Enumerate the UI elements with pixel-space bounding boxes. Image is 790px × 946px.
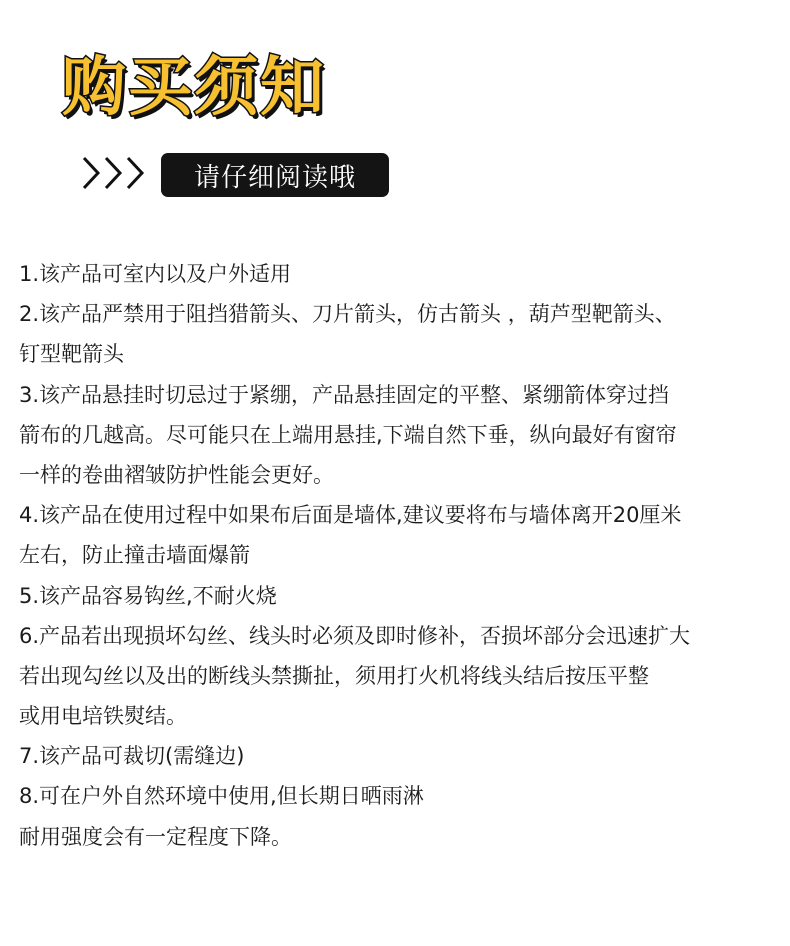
subtitle-text: 请仔细阅读哦 xyxy=(193,162,356,193)
note-line: 钉型靶箭头 xyxy=(19,342,124,367)
note-line: 4.该产品在使用过程中如果布后面是墙体,建议要将布与墙体离开20厘米 xyxy=(19,503,682,528)
note-line: 箭布的几越高。尽可能只在上端用悬挂,下端自然下垂，纵向最好有窗帘 xyxy=(19,422,677,447)
note-line: 左右，防止撞击墙面爆箭 xyxy=(19,543,250,568)
subtitle-badge xyxy=(161,153,389,197)
triple-chevron-right-icon xyxy=(80,152,148,194)
note-line: 5.该产品容易钩丝,不耐火烧 xyxy=(19,583,277,608)
purchase-notes-list xyxy=(19,254,787,857)
note-line: 8.可在户外自然环境中使用,但长期日晒雨淋 xyxy=(19,784,424,809)
note-line: 耐用强度会有一定程度下降。 xyxy=(19,824,292,849)
page-title: 购买须知 xyxy=(62,51,326,125)
note-line: 3.该产品悬挂时切忌过于紧绷，产品悬挂固定的平整、紧绷箭体穿过挡 xyxy=(19,382,670,407)
note-line: 1.该产品可室内以及户外适用 xyxy=(19,262,292,286)
note-line: 或用电培铁熨结。 xyxy=(19,704,187,729)
note-line: 7.该产品可裁切(需缝边) xyxy=(19,744,245,769)
note-line: 若出现勾丝以及出的断线头禁撕扯，须用打火机将线头结后按压平整 xyxy=(19,663,649,688)
note-line: 2.该产品严禁用于阻挡猎箭头、刀片箭头，仿古箭头 ，葫芦型靶箭头、 xyxy=(19,302,676,327)
note-line: 一样的卷曲褶皱防护性能会更好。 xyxy=(19,462,334,487)
note-line: 6.产品若出现损坏勾丝、线头时必须及即时修补，否损坏部分会迅速扩大 xyxy=(19,623,691,648)
